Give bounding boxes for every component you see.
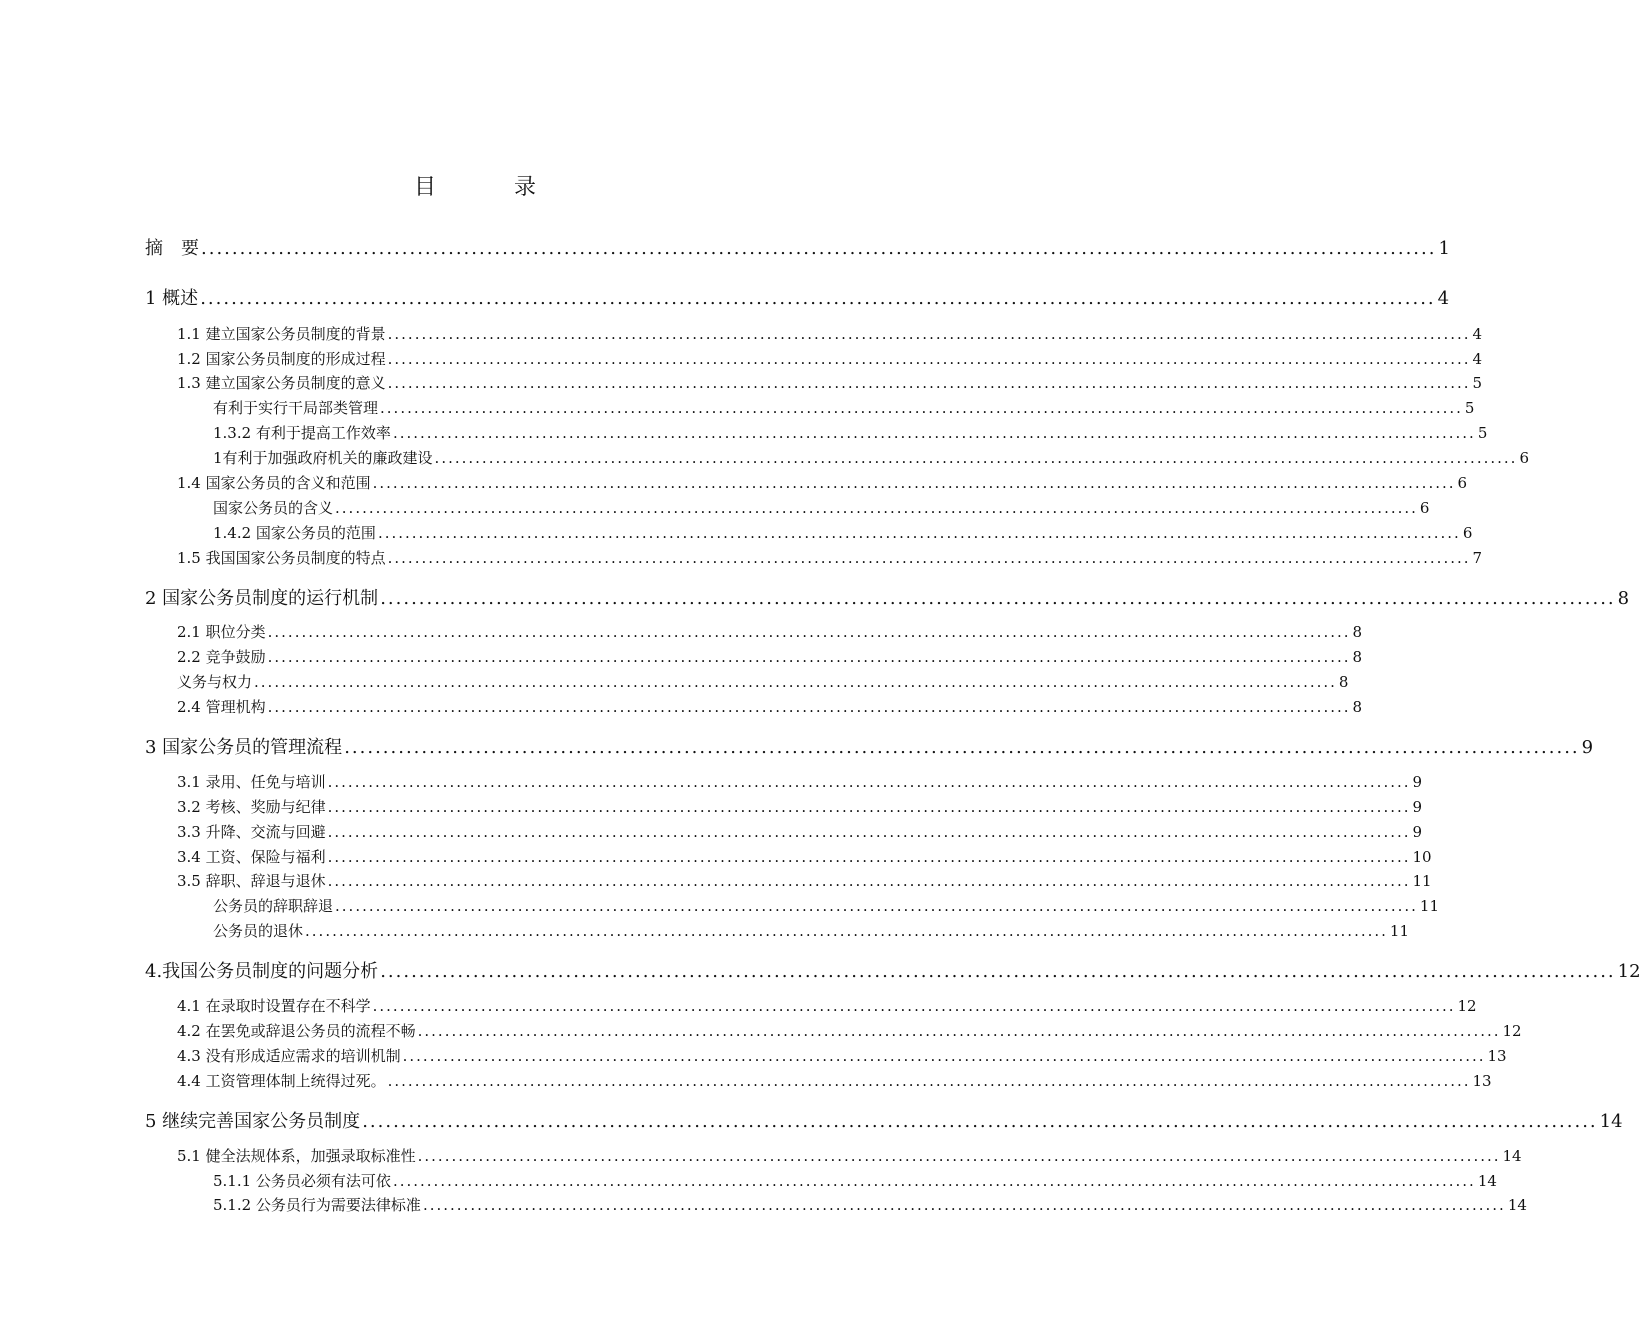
toc-leader-dots: ................................................................................................................................................................ [201, 238, 1437, 259]
toc-leader-dots: ................................................................................................................................................................ [377, 524, 1461, 542]
toc-entry-label: 3.4 工资、保险与福利 [177, 848, 326, 866]
toc-entry[interactable] [213, 522, 1473, 543]
toc-entry-label: 4.我国公务员制度的问题分析 [145, 961, 379, 982]
toc-entry-label: 2.4 管理机构 [177, 698, 266, 716]
toc-entry[interactable] [177, 1145, 1522, 1166]
toc-leader-dots: ................................................................................................................................................................ [200, 288, 1436, 309]
toc-leader-dots: ................................................................................................................................................................ [434, 449, 1518, 467]
toc-entry-page: 14 [1599, 1111, 1623, 1132]
toc-entry[interactable] [177, 323, 1483, 344]
toc-entry-label: 国家公务员的含义 [213, 499, 334, 517]
toc-leader-dots: ................................................................................................................................................................ [402, 1047, 1486, 1065]
toc-leader-dots: ................................................................................................................................................................ [387, 549, 1471, 567]
toc-entry-label: 1 概述 [145, 288, 199, 309]
toc-leader-dots: ................................................................................................................................................................ [387, 1072, 1471, 1090]
toc-leader-dots: ................................................................................................................................................................ [422, 1196, 1506, 1214]
toc-entry-page: 11 [1389, 922, 1409, 940]
toc-entry-label: 1.5 我国国家公务员制度的特点 [177, 549, 386, 567]
toc-leader-dots: ................................................................................................................................................................ [392, 424, 1476, 442]
toc-leader-dots: ................................................................................................................................................................ [335, 499, 1418, 517]
toc-leader-dots: ................................................................................................................................................................ [362, 1111, 1598, 1132]
toc-leader-dots: ................................................................................................................................................................ [327, 848, 1411, 866]
toc-entry-page: 12 [1502, 1022, 1522, 1040]
toc-entry[interactable] [145, 733, 1594, 759]
toc-leader-dots: ................................................................................................................................................................ [372, 997, 1456, 1015]
toc-entry[interactable] [213, 397, 1475, 418]
toc-entry[interactable] [177, 671, 1349, 692]
toc-entry-page: 5 [1464, 399, 1475, 417]
toc-entry-label: 5.1.1 公务员必须有法可依 [213, 1172, 391, 1190]
toc-entry-page: 11 [1412, 872, 1432, 890]
toc-leader-dots: ................................................................................................................................................................ [254, 673, 1337, 691]
toc-entry[interactable] [177, 646, 1363, 667]
toc-title: 目 录 [413, 175, 564, 200]
toc-entry-page: 14 [1477, 1172, 1497, 1190]
toc-entry[interactable] [177, 547, 1483, 568]
toc-entry-label: 4.4 工资管理体制上统得过死。 [177, 1072, 386, 1090]
toc-leader-dots: ................................................................................................................................................................ [267, 698, 1351, 716]
toc-entry-label: 3.5 辞职、辞退与退休 [177, 872, 326, 890]
toc-entry-label: 4.3 没有形成适应需求的培训机制 [177, 1047, 401, 1065]
toc-entry[interactable] [177, 995, 1477, 1016]
toc-entry-page: 12 [1617, 961, 1641, 982]
toc-leader-dots: ................................................................................................................................................................ [327, 798, 1411, 816]
toc-entry[interactable] [213, 1194, 1527, 1215]
toc-entry[interactable] [177, 1045, 1507, 1066]
toc-entry-label: 义务与权力 [177, 673, 253, 691]
toc-entry-page: 8 [1352, 623, 1363, 641]
toc-leader-dots: ................................................................................................................................................................ [380, 588, 1616, 609]
toc-entry[interactable] [213, 422, 1488, 443]
toc-entry-page: 5 [1477, 424, 1488, 442]
toc-entry-label: 2.2 竞争鼓励 [177, 648, 266, 666]
toc-entry-page: 10 [1412, 848, 1432, 866]
toc-entry-label: 1.3.2 有利于提高工作效率 [213, 424, 391, 442]
toc-leader-dots: ................................................................................................................................................................ [387, 350, 1471, 368]
toc-leader-dots: ................................................................................................................................................................ [372, 474, 1456, 492]
toc-leader-dots: ................................................................................................................................................................ [380, 961, 1616, 982]
toc-entry-page: 14 [1507, 1196, 1527, 1214]
toc-entry-page: 5 [1472, 374, 1483, 392]
toc-entry[interactable] [145, 957, 1641, 983]
toc-leader-dots: ................................................................................................................................................................ [267, 648, 1351, 666]
toc-entry-page: 4 [1472, 350, 1483, 368]
toc-entry-page: 6 [1457, 474, 1468, 492]
toc-entry[interactable] [145, 584, 1630, 610]
toc-entry-label: 3 国家公务员的管理流程 [145, 737, 343, 758]
toc-entry-label: 5.1.2 公务员行为需要法律标准 [213, 1196, 421, 1214]
toc-leader-dots: ................................................................................................................................................................ [327, 823, 1411, 841]
toc-entry-label: 摘 要 [145, 238, 199, 259]
toc-entry-page: 13 [1487, 1047, 1507, 1065]
toc-entry-page: 6 [1519, 449, 1529, 467]
toc-leader-dots: ................................................................................................................................................................ [305, 922, 1388, 940]
toc-entry-label: 有利于实行干局部类管理 [213, 399, 379, 417]
toc-entry[interactable] [177, 796, 1423, 817]
toc-leader-dots: ................................................................................................................................................................ [380, 399, 1463, 417]
toc-entry[interactable] [145, 234, 1450, 260]
toc-entry-page: 6 [1419, 499, 1430, 517]
toc-entry[interactable] [213, 895, 1439, 916]
toc-entry[interactable] [145, 284, 1450, 310]
toc-entry-page: 8 [1352, 648, 1363, 666]
toc-entry-page: 14 [1502, 1147, 1522, 1165]
toc-entry-page: 12 [1457, 997, 1477, 1015]
toc-leader-dots: ................................................................................................................................................................ [417, 1022, 1501, 1040]
toc-entry[interactable] [213, 447, 1529, 468]
toc-leader-dots: ................................................................................................................................................................ [267, 623, 1351, 641]
toc-entry-page: 8 [1352, 698, 1363, 716]
toc-entry-label: 3.1 录用、任免与培训 [177, 773, 326, 791]
toc-entry-label: 1.3 建立国家公务员制度的意义 [177, 374, 386, 392]
toc-entry-label: 3.2 考核、奖励与纪律 [177, 798, 326, 816]
toc-entry[interactable] [177, 472, 1468, 493]
toc-entry[interactable] [177, 372, 1483, 393]
toc-entry[interactable] [177, 621, 1363, 642]
toc-entry-label: 1.1 建立国家公务员制度的背景 [177, 325, 386, 343]
toc-entry[interactable] [145, 1107, 1623, 1133]
toc-entry-page: 9 [1412, 798, 1423, 816]
toc-leader-dots: ................................................................................................................................................................ [327, 872, 1411, 890]
toc-entry-label: 5 继续完善国家公务员制度 [145, 1111, 361, 1132]
toc-entry-page: 4 [1472, 325, 1483, 343]
toc-leader-dots: ................................................................................................................................................................ [327, 773, 1411, 791]
toc-entry[interactable] [213, 1170, 1497, 1191]
toc-entry-label: 4.1 在录取时设置存在不科学 [177, 997, 371, 1015]
toc-leader-dots: ................................................................................................................................................................ [387, 374, 1471, 392]
toc-entry-label: 2 国家公务员制度的运行机制 [145, 588, 379, 609]
toc-entry-label: 5.1 健全法规体系，加强录取标准性 [177, 1147, 416, 1165]
toc-entry-page: 9 [1412, 773, 1423, 791]
toc-entry[interactable] [177, 870, 1432, 891]
toc-entry-label: 1.2 国家公务员制度的形成过程 [177, 350, 386, 368]
toc-entry-label: 公务员的辞职辞退 [213, 897, 334, 915]
toc-leader-dots: ................................................................................................................................................................ [335, 897, 1418, 915]
toc-entry[interactable] [177, 1020, 1522, 1041]
toc-entry-label: 1有利于加强政府机关的廉政建设 [213, 449, 433, 467]
toc-leader-dots: ................................................................................................................................................................ [387, 325, 1471, 343]
toc-entry-page: 13 [1472, 1072, 1492, 1090]
toc-entry[interactable] [177, 348, 1483, 369]
toc-entry[interactable] [177, 821, 1423, 842]
toc-entry[interactable] [177, 771, 1423, 792]
toc-entry-label: 4.2 在罢免或辞退公务员的流程不畅 [177, 1022, 416, 1040]
toc-entry[interactable] [177, 1070, 1492, 1091]
toc-entry[interactable] [213, 497, 1430, 518]
toc-entry-page: 9 [1581, 737, 1594, 758]
toc-entry-label: 1.4.2 国家公务员的范围 [213, 524, 376, 542]
toc-entry-page: 11 [1419, 897, 1439, 915]
toc-entry-page: 4 [1437, 288, 1450, 309]
toc-entry-page: 7 [1472, 549, 1483, 567]
toc-entry-label: 1.4 国家公务员的含义和范围 [177, 474, 371, 492]
toc-entry-label: 2.1 职位分类 [177, 623, 266, 641]
toc-entry[interactable] [177, 846, 1432, 867]
toc-entry-page: 8 [1617, 588, 1630, 609]
toc-entry-page: 9 [1412, 823, 1423, 841]
toc-entry-page: 8 [1338, 673, 1349, 691]
toc-entry-page: 6 [1462, 524, 1473, 542]
toc-leader-dots: ................................................................................................................................................................ [392, 1172, 1476, 1190]
toc-leader-dots: ................................................................................................................................................................ [344, 737, 1580, 758]
toc-entry[interactable] [177, 696, 1363, 717]
toc-leader-dots: ................................................................................................................................................................ [417, 1147, 1501, 1165]
toc-entry-page: 1 [1438, 238, 1450, 259]
toc-entry-label: 公务员的退休 [213, 922, 304, 940]
toc-entry-label: 3.3 升降、交流与回避 [177, 823, 326, 841]
toc-entry[interactable] [213, 920, 1409, 941]
